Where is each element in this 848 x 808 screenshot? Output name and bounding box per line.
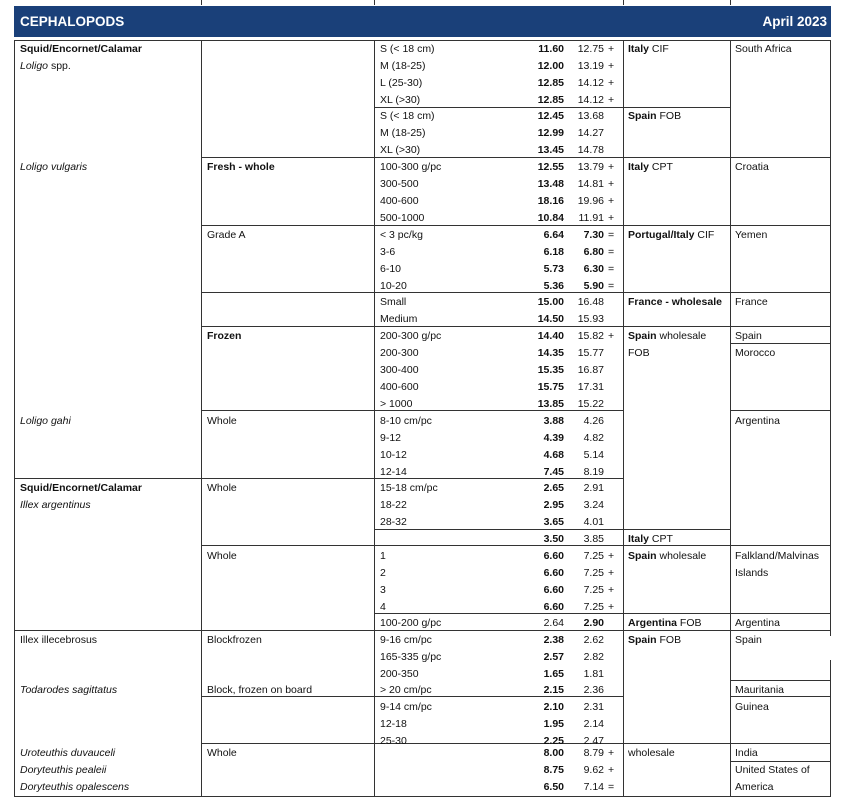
price-usd: 14.35	[537, 347, 564, 359]
price-eur: 4.01	[583, 516, 604, 528]
product-spec	[207, 634, 262, 646]
price-usd: 2.15	[543, 684, 564, 696]
market-origin-part: FOB	[628, 347, 650, 359]
trend-indicator: +	[608, 567, 615, 579]
price-usd: 12.45	[537, 110, 564, 122]
price-eur: 13.79	[577, 161, 604, 173]
trend-indicator: +	[608, 94, 615, 106]
product-spec-part: Whole	[207, 415, 237, 427]
price-eur: 19.96	[577, 195, 604, 207]
product-spec	[207, 550, 237, 562]
price-eur: 8.19	[583, 466, 604, 478]
price-usd: 2.38	[543, 634, 564, 646]
species-name-part: Uroteuthis duvauceli	[20, 747, 116, 759]
product-spec	[207, 747, 237, 759]
source-country: Mauritania	[735, 684, 785, 696]
size-grade: 12-14	[380, 466, 407, 478]
price-eur: 3.85	[583, 533, 604, 545]
price-eur: 7.25	[583, 567, 604, 579]
price-eur: 13.68	[577, 110, 604, 122]
source-country: Yemen	[735, 229, 768, 241]
price-usd: 8.75	[543, 764, 564, 776]
species-name-part: Loligo	[20, 60, 49, 72]
price-eur: 5.14	[583, 449, 604, 461]
price-usd: 14.40	[537, 330, 564, 342]
product-spec	[207, 684, 312, 696]
price-usd: 15.35	[537, 364, 564, 376]
size-grade: 500-1000	[380, 212, 425, 224]
species-name	[20, 764, 106, 776]
price-eur: 5.90	[583, 280, 604, 292]
species-name	[20, 684, 117, 696]
species-name-part: Doryteuthis opalescens	[20, 781, 130, 793]
price-usd: 6.50	[543, 781, 564, 793]
size-grade: 12-18	[380, 718, 407, 730]
species-name-part: Loligo gahi	[20, 415, 71, 427]
market-origin-part: CPT	[649, 533, 673, 545]
price-eur: 6.30	[583, 263, 604, 275]
price-eur: 15.77	[577, 347, 604, 359]
size-grade: 400-600	[380, 381, 419, 393]
market-origin-part: Spain	[628, 634, 657, 646]
price-eur: 6.80	[583, 246, 604, 258]
source-country: India	[735, 747, 758, 759]
trend-indicator: =	[608, 263, 615, 275]
price-usd: 3.88	[543, 415, 564, 427]
price-usd: 18.16	[537, 195, 564, 207]
market-origin-part: wholesale	[656, 550, 707, 562]
price-eur: 2.82	[583, 651, 604, 663]
market-origin-part: CIF	[694, 229, 715, 241]
size-grade: 9-12	[380, 432, 402, 444]
species-name-part: Todarodes sagittatus	[20, 684, 118, 696]
trend-indicator: +	[608, 550, 615, 562]
market-origin	[628, 43, 669, 55]
price-usd: 2.10	[543, 701, 564, 713]
size-grade: Medium	[380, 313, 418, 325]
market-origin-part: CIF	[649, 43, 669, 55]
species-name	[20, 482, 142, 494]
species-name-part: Squid	[20, 43, 50, 55]
source-country: France	[735, 296, 768, 308]
source-country: Morocco	[735, 347, 776, 359]
trend-indicator: =	[608, 229, 615, 241]
price-eur: 13.19	[577, 60, 604, 72]
product-spec-part: Fresh	[207, 161, 236, 173]
size-grade: 1	[380, 550, 386, 562]
price-eur: 14.12	[577, 77, 604, 89]
trend-indicator: +	[608, 161, 615, 173]
market-origin	[628, 110, 681, 122]
size-grade: 300-500	[380, 178, 419, 190]
price-eur: 4.82	[583, 432, 604, 444]
trend-indicator: +	[608, 178, 615, 190]
product-spec-part: Whole	[207, 747, 237, 759]
price-usd: 6.60	[543, 601, 564, 613]
species-name-part: Illex argentinus	[20, 499, 91, 511]
price-usd: 6.60	[543, 584, 564, 596]
market-origin-part: wholesale	[628, 747, 675, 759]
source-country: Croatia	[735, 161, 769, 173]
price-usd: 3.50	[543, 533, 564, 545]
price-eur: 8.79	[583, 747, 604, 759]
source-country: America	[735, 781, 774, 793]
species-name	[20, 60, 71, 72]
size-grade: 4	[380, 601, 386, 613]
species-name-part: /Encornet/Calamar	[49, 43, 142, 55]
product-spec	[207, 161, 275, 173]
price-usd: 12.55	[537, 161, 564, 173]
price-eur: 4.26	[583, 415, 604, 427]
trend-indicator: =	[608, 781, 615, 793]
size-grade: 3-6	[380, 246, 396, 258]
price-usd: 10.84	[537, 212, 564, 224]
size-grade: 400-600	[380, 195, 419, 207]
price-usd: 8.00	[543, 747, 564, 759]
price-usd: 11.60	[538, 43, 564, 55]
trend-indicator: +	[608, 43, 615, 55]
source-country: South Africa	[735, 43, 792, 55]
price-eur: 15.22	[577, 398, 604, 410]
price-eur: 2.47	[583, 735, 604, 747]
price-usd: 2.65	[543, 482, 564, 494]
price-usd: 2.25	[543, 735, 564, 747]
price-usd: 5.73	[543, 263, 564, 275]
market-origin	[628, 347, 650, 359]
size-grade: 100-300 g/pc	[380, 161, 442, 173]
size-grade: S (< 18 cm)	[380, 43, 435, 55]
size-grade: XL (>30)	[380, 94, 421, 106]
size-grade: 2	[380, 567, 386, 579]
price-eur: 2.31	[583, 701, 604, 713]
price-eur: 2.62	[583, 634, 604, 646]
product-spec-part: Grade A	[207, 229, 246, 241]
species-name	[20, 415, 71, 427]
market-origin	[628, 330, 706, 342]
source-country: United States of	[735, 764, 810, 776]
size-grade: 25-30	[380, 735, 407, 747]
size-grade: > 1000	[380, 398, 413, 410]
size-grade: L (25-30)	[380, 77, 423, 89]
price-usd: 6.64	[543, 229, 564, 241]
species-name-part: Doryteuthis pealeii	[20, 764, 107, 776]
market-origin	[628, 161, 673, 173]
market-origin-part: FOB	[656, 634, 682, 646]
size-grade: M (18-25)	[380, 127, 426, 139]
size-grade: Small	[380, 296, 407, 308]
trend-indicator: +	[608, 60, 615, 72]
size-grade: 300-400	[380, 364, 419, 376]
product-spec-part: Whole	[207, 550, 237, 562]
price-usd: 15.75	[537, 381, 564, 393]
source-country: Argentina	[735, 415, 780, 427]
price-eur: 7.14	[583, 781, 604, 793]
product-spec-part: Blockfrozen	[207, 634, 262, 646]
species-name	[20, 634, 97, 646]
section-title: CEPHALOPODS	[20, 14, 125, 29]
product-spec-part: Whole	[207, 482, 237, 494]
market-origin	[628, 617, 702, 629]
size-grade: 200-350	[380, 668, 419, 680]
price-usd: 6.18	[543, 246, 564, 258]
market-origin-part: CPT	[649, 161, 673, 173]
species-name-part: /Encornet/Calamar	[49, 482, 142, 494]
price-usd: 2.64	[543, 617, 564, 629]
price-usd: 5.36	[543, 280, 564, 292]
product-spec	[207, 229, 246, 241]
product-spec	[207, 415, 237, 427]
product-spec	[207, 330, 241, 342]
market-origin	[628, 550, 706, 562]
price-eur: 3.24	[583, 499, 604, 511]
price-eur: 14.81	[577, 178, 604, 190]
source-country: Argentina	[735, 617, 780, 629]
price-usd: 7.45	[543, 466, 564, 478]
market-origin-part: Spain	[628, 110, 657, 122]
size-grade: 15-18 cm/pc	[380, 482, 438, 494]
price-usd: 13.45	[537, 144, 564, 156]
price-eur: 12.75	[577, 43, 604, 55]
market-origin-part: wholesale	[656, 330, 707, 342]
trend-indicator: +	[608, 212, 615, 224]
price-eur: 15.82	[577, 330, 604, 342]
size-grade: 200-300 g/pc	[380, 330, 442, 342]
price-eur: 16.48	[577, 296, 604, 308]
price-usd: 1.65	[543, 668, 564, 680]
price-usd: 12.00	[537, 60, 564, 72]
price-eur: 17.31	[577, 381, 604, 393]
size-grade: < 3 pc/kg	[380, 229, 423, 241]
species-name-part: Squid	[20, 482, 50, 494]
trend-indicator: +	[608, 195, 615, 207]
price-usd: 6.60	[543, 550, 564, 562]
trend-indicator: +	[608, 330, 615, 342]
price-usd: 4.39	[543, 432, 564, 444]
size-grade: 10-20	[380, 280, 407, 292]
market-origin-part: FOB	[677, 617, 702, 629]
market-origin-part: Italy	[628, 161, 650, 173]
species-name-part: spp.	[48, 60, 71, 72]
price-usd: 12.85	[537, 94, 564, 106]
product-spec-part: Block, frozen on board	[207, 684, 313, 696]
price-usd: 2.95	[543, 499, 564, 511]
source-country: Spain	[735, 634, 762, 646]
species-name	[20, 747, 115, 759]
size-grade: 9-14 cm/pc	[380, 701, 432, 713]
trend-indicator: +	[608, 601, 615, 613]
species-name	[20, 43, 142, 55]
species-name-part: Loligo vulgaris	[20, 161, 88, 173]
section-header-bar	[14, 6, 831, 37]
report-date: April 2023	[762, 14, 827, 29]
price-usd: 13.85	[537, 398, 564, 410]
size-grade: M (18-25)	[380, 60, 426, 72]
price-eur: 14.78	[577, 144, 604, 156]
trend-indicator: +	[608, 747, 615, 759]
price-eur: 2.14	[583, 718, 604, 730]
market-origin	[628, 533, 673, 545]
size-grade: 8-10 cm/pc	[380, 415, 432, 427]
price-usd: 15.00	[537, 296, 564, 308]
size-grade: 10-12	[380, 449, 407, 461]
species-name	[20, 781, 129, 793]
price-usd: 12.99	[537, 127, 564, 139]
price-eur: 7.30	[583, 229, 604, 241]
product-spec-part: Frozen	[207, 330, 242, 342]
size-grade: S (< 18 cm)	[380, 110, 435, 122]
market-origin-part: Portugal/Italy	[628, 229, 695, 241]
price-eur: 2.90	[583, 617, 604, 629]
size-grade: 28-32	[380, 516, 407, 528]
species-name	[20, 161, 87, 173]
market-origin-part: Italy	[628, 533, 650, 545]
market-origin-part: FOB	[656, 110, 682, 122]
price-usd: 13.48	[537, 178, 564, 190]
size-grade: 6-10	[380, 263, 402, 275]
market-origin	[628, 747, 675, 759]
market-origin-part: Spain	[628, 330, 657, 342]
source-country: Spain	[735, 330, 762, 342]
market-origin-part: France - wholesale	[628, 296, 722, 308]
price-eur: 16.87	[577, 364, 604, 376]
price-eur: 7.25	[583, 550, 604, 562]
trend-indicator: =	[608, 280, 615, 292]
price-eur: 7.25	[583, 601, 604, 613]
price-usd: 14.50	[537, 313, 564, 325]
species-name-part: Illex illecebrosus	[20, 634, 98, 646]
price-usd: 4.68	[543, 449, 564, 461]
trend-indicator: =	[608, 246, 615, 258]
price-usd: 2.57	[543, 651, 564, 663]
source-country: Falkland/Malvinas	[735, 550, 820, 562]
price-eur: 7.25	[583, 584, 604, 596]
price-usd: 6.60	[543, 567, 564, 579]
market-origin	[628, 296, 722, 308]
price-usd: 12.85	[537, 77, 564, 89]
size-grade: XL (>30)	[380, 144, 421, 156]
market-origin-part: Argentina	[628, 617, 678, 629]
size-grade: 100-200 g/pc	[380, 617, 442, 629]
price-usd: 1.95	[543, 718, 564, 730]
price-eur: 9.62	[583, 764, 604, 776]
price-usd: 3.65	[543, 516, 564, 528]
species-name	[20, 499, 91, 511]
product-spec-part: - whole	[235, 161, 275, 173]
size-grade: 165-335 g/pc	[380, 651, 442, 663]
size-grade: > 20 cm/pc	[380, 684, 432, 696]
size-grade: 18-22	[380, 499, 407, 511]
size-grade: 200-300	[380, 347, 419, 359]
trend-indicator: +	[608, 77, 615, 89]
price-eur: 11.91	[578, 212, 604, 224]
trend-indicator: +	[608, 584, 615, 596]
source-country: Islands	[735, 567, 769, 579]
market-origin	[628, 229, 714, 241]
market-origin-part: Spain	[628, 550, 657, 562]
market-origin	[628, 634, 681, 646]
price-eur: 1.81	[583, 668, 604, 680]
price-eur: 15.93	[577, 313, 604, 325]
price-eur: 14.27	[577, 127, 604, 139]
price-eur: 14.12	[577, 94, 604, 106]
source-country: Guinea	[735, 701, 769, 713]
size-grade: 9-16 cm/pc	[380, 634, 432, 646]
trend-indicator: +	[608, 764, 615, 776]
size-grade: 3	[380, 584, 386, 596]
product-spec	[207, 482, 237, 494]
price-eur: 2.36	[583, 684, 604, 696]
market-origin-part: Italy	[628, 43, 650, 55]
price-eur: 2.91	[583, 482, 604, 494]
